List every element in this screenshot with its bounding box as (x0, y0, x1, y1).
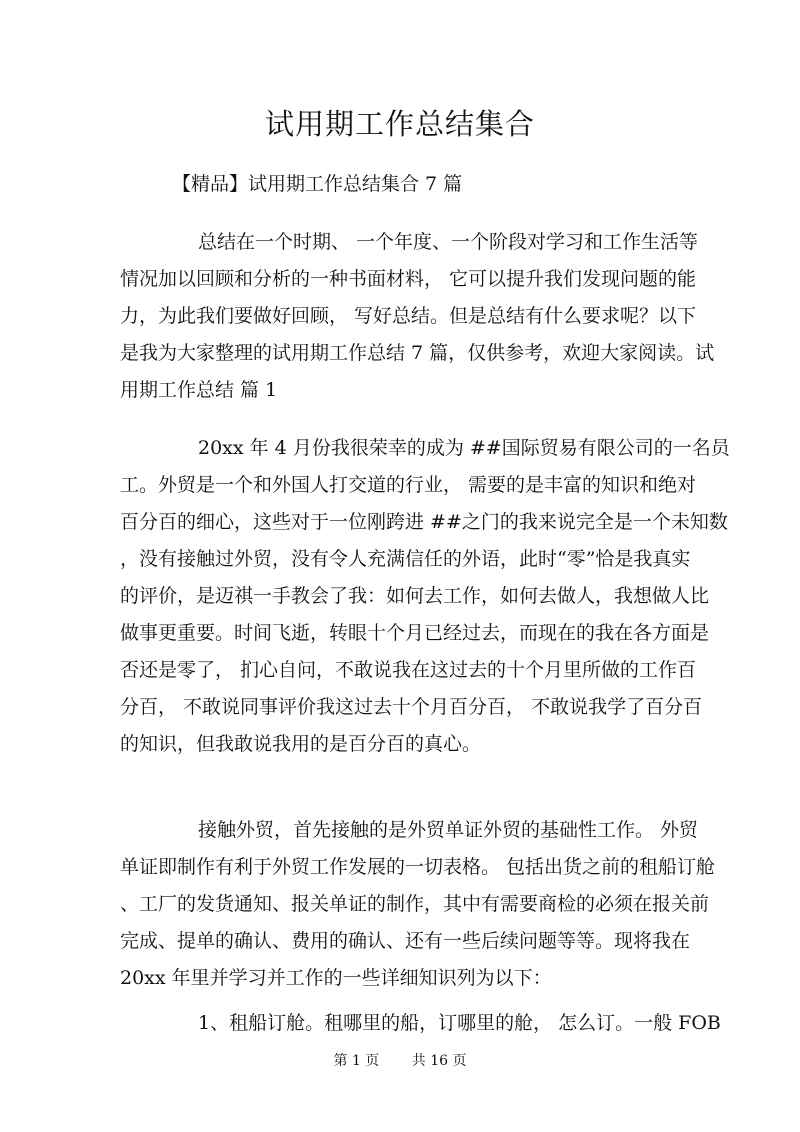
paragraph-line: 完成、提单的确认、费用的确认、还有一些后续问题等等。现将我在 (120, 930, 691, 952)
paragraph-documents (120, 812, 716, 997)
paragraph-line: 情况加以回顾和分析的一种书面材料， 它可以提升我们发现问题的能 (120, 268, 697, 290)
paragraph-line: 工。外贸是一个和外国人打交道的行业， 需要的是丰富的知识和绝对 (120, 474, 697, 496)
document-subtitle: 【精品】试用期工作总结集合 7 篇 (172, 173, 463, 195)
paragraph-line: 做事更重要。时间飞逝，转眼十个月已经过去，而现在的我在各方面是 (120, 622, 710, 644)
paragraph-item-1 (120, 1005, 721, 1042)
paragraph-line: 的知识，但我敢说我用的是百分百的真心。 (120, 733, 482, 755)
paragraph-line: 、工厂的发货通知、报关单证的制作，其中有需要商检的必须在报关前 (120, 893, 710, 915)
paragraph-line: 20xx 年里并学习并工作的一些详细知识列为以下： (120, 967, 552, 989)
paragraph-line: 否还是零了， 扪心自问，不敢说我在这过去的十个月里所做的工作百 (120, 659, 697, 681)
document-title: 试用期工作总结集合 (264, 107, 535, 141)
paragraph-line: 的评价，是迈祺一手教会了我：如何去工作，如何去做人，我想做人比 (120, 585, 710, 607)
page-number: 第 1 页 (333, 1053, 380, 1069)
paragraph-line: 1、租船订舱。租哪里的船，订哪里的舱， 怎么订。一般 FOB (198, 1012, 721, 1034)
paragraph-line: ，没有接触过外贸，没有令人充满信任的外语，此时“零”恰是我真实 (120, 548, 691, 570)
paragraph-experience (120, 430, 730, 763)
paragraph-line: 是我为大家整理的试用期工作总结 7 篇，仅供参考，欢迎大家阅读。试 (120, 342, 715, 364)
paragraph-line: 力，为此我们要做好回顾， 写好总结。但是总结有什么要求呢？以下 (120, 305, 697, 327)
page-total: 共 16 页 (411, 1053, 467, 1069)
paragraph-line: 分百， 不敢说同事评价我这过去十个月百分百， 不敢说我学了百分百 (120, 696, 703, 718)
page-footer (0, 1051, 800, 1071)
paragraph-line: 用期工作总结 篇 1 (120, 379, 278, 401)
paragraph-line: 百分百的细心，这些对于一位刚跨进 ##之门的我来说完全是一个未知数 (120, 511, 728, 533)
paragraph-intro (120, 224, 715, 409)
paragraph-line: 接触外贸，首先接触的是外贸单证外贸的基础性工作。 外贸 (198, 819, 699, 841)
paragraph-line: 总结在一个时期、 一个年度、一个阶段对学习和工作生活等 (198, 231, 699, 253)
paragraph-line: 20xx 年 4 月份我很荣幸的成为 ##国际贸易有限公司的一名员 (198, 437, 730, 459)
paragraph-line: 单证即制作有利于外贸工作发展的一切表格。 包括出货之前的租船订舱 (120, 856, 716, 878)
